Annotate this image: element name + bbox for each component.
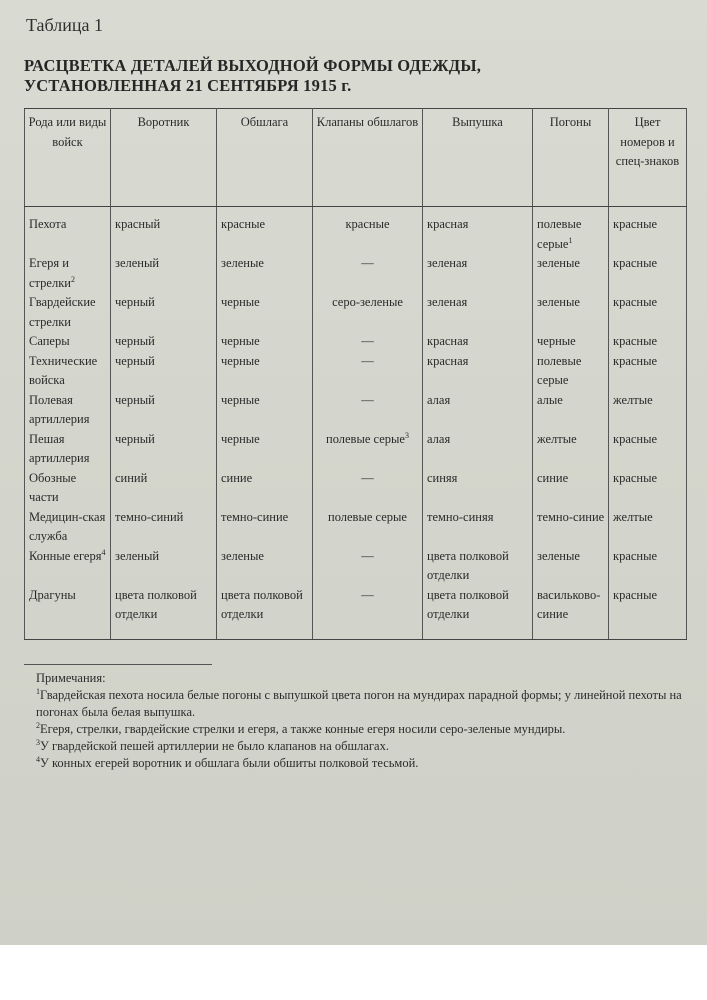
header-cell: Рода или виды войск	[25, 109, 111, 207]
cell-piping	[423, 586, 533, 640]
table-row	[25, 254, 687, 293]
table-row	[25, 469, 687, 508]
footnote-number: 1	[36, 686, 40, 696]
table-row	[25, 332, 687, 352]
cell-piping	[423, 547, 533, 586]
footnote-text: Егеря, стрелки, гвардейские стрелки и егеря, а также конные егеря носили серо-зеленые мундиры.	[40, 722, 566, 736]
cell-text: желтые	[613, 392, 653, 407]
cell-text: алая	[427, 431, 451, 446]
cell-text: красные	[613, 431, 658, 446]
table-row	[25, 352, 687, 391]
cell-text: красные	[613, 334, 658, 348]
cell-text: полевые серые	[537, 217, 582, 251]
cell-text: черные	[221, 392, 260, 407]
table-header-row	[25, 109, 687, 207]
footnote-ref: 4	[101, 547, 106, 557]
cell-cuffs	[217, 352, 313, 391]
cell-kind	[25, 469, 111, 508]
cell-marks	[609, 469, 687, 508]
cell-shoulder	[533, 352, 609, 391]
cell-text: красные	[613, 470, 658, 485]
cell-piping	[423, 391, 533, 430]
cell-text: алые	[537, 392, 563, 407]
footnote-text: У конных егерей воротник и обшлага были обшиты полковой тесьмой.	[40, 756, 419, 770]
cell-text: синяя	[427, 470, 458, 485]
cell-kind	[25, 254, 111, 293]
cell-text: —	[361, 392, 374, 407]
cell-flaps	[313, 430, 423, 469]
cell-collar	[111, 508, 217, 547]
cell-shoulder	[533, 254, 609, 293]
cell-kind	[25, 293, 111, 332]
cell-kind	[25, 547, 111, 586]
cell-cuffs	[217, 332, 313, 352]
cell-text: Полевая артиллерия	[29, 392, 90, 426]
header-cell: Воротник	[111, 109, 217, 207]
header-cell: Цвет номеров и спец-знаков	[609, 109, 687, 207]
cell-text: —	[361, 587, 374, 602]
cell-text: синие	[537, 470, 569, 485]
cell-text: цвета полковой отделки	[427, 548, 509, 582]
cell-text: Обозные части	[29, 470, 77, 504]
table-body	[25, 207, 687, 640]
cell-flaps	[313, 469, 423, 508]
cell-collar	[111, 332, 217, 352]
cell-text: Технические войска	[29, 353, 98, 387]
cell-shoulder	[533, 207, 609, 255]
cell-marks	[609, 586, 687, 640]
cell-cuffs	[217, 469, 313, 508]
cell-text: Конные егеря	[29, 548, 102, 563]
footnote-ref: 1	[568, 235, 573, 245]
cell-shoulder	[533, 547, 609, 586]
cell-shoulder	[533, 508, 609, 547]
cell-text: желтые	[537, 431, 577, 446]
footnote	[36, 738, 686, 755]
cell-cuffs	[217, 430, 313, 469]
cell-text: зеленые	[221, 548, 264, 563]
cell-text: красный	[115, 217, 161, 231]
cell-text: черный	[115, 392, 155, 407]
cell-text: красная	[427, 334, 469, 348]
cell-collar	[111, 430, 217, 469]
cell-text: черные	[537, 334, 576, 348]
cell-marks	[609, 207, 687, 255]
header-cell: Обшлага	[217, 109, 313, 207]
cell-text: темно-синяя	[427, 509, 494, 524]
footnote	[36, 755, 686, 772]
header-cell: Погоны	[533, 109, 609, 207]
cell-text: черные	[221, 353, 260, 368]
cell-text: цвета полковой отделки	[427, 587, 509, 621]
cell-collar	[111, 254, 217, 293]
cell-piping	[423, 508, 533, 547]
cell-text: красные	[345, 217, 390, 231]
cell-collar	[111, 586, 217, 640]
cell-marks	[609, 254, 687, 293]
header-cell: Клапаны обшлагов	[313, 109, 423, 207]
cell-text: Егеря и стрелки	[29, 256, 71, 290]
cell-flaps	[313, 254, 423, 293]
cell-marks	[609, 508, 687, 547]
cell-piping	[423, 430, 533, 469]
footnote	[36, 721, 686, 738]
cell-piping	[423, 332, 533, 352]
cell-text: красные	[613, 295, 658, 309]
cell-marks	[609, 547, 687, 586]
page-title	[24, 56, 684, 96]
cell-shoulder	[533, 586, 609, 640]
footnote	[36, 687, 686, 721]
cell-text: черный	[115, 431, 155, 446]
cell-text: темно-синий	[115, 509, 184, 524]
cell-collar	[111, 469, 217, 508]
table-row	[25, 430, 687, 469]
cell-flaps	[313, 352, 423, 391]
notes-list	[36, 687, 686, 772]
cell-marks	[609, 391, 687, 430]
cell-marks	[609, 430, 687, 469]
cell-kind	[25, 391, 111, 430]
cell-piping	[423, 293, 533, 332]
cell-cuffs	[217, 391, 313, 430]
cell-collar	[111, 352, 217, 391]
cell-flaps	[313, 391, 423, 430]
cell-text: красные	[613, 587, 658, 602]
cell-piping	[423, 254, 533, 293]
footnote-ref: 3	[404, 430, 409, 440]
cell-kind	[25, 508, 111, 547]
notes-divider	[24, 664, 212, 665]
cell-cuffs	[217, 586, 313, 640]
cell-text: зеленые	[221, 256, 264, 270]
cell-text: зеленый	[115, 548, 160, 563]
cell-text: синий	[115, 470, 148, 485]
cell-cuffs	[217, 293, 313, 332]
footnote-number: 3	[36, 737, 40, 747]
cell-text: цвета полковой отделки	[115, 587, 197, 621]
cell-text: полевые серые	[326, 431, 405, 446]
cell-text: красные	[613, 217, 658, 231]
cell-text: Пехота	[29, 217, 67, 231]
cell-text: синие	[221, 470, 253, 485]
cell-text: —	[361, 470, 374, 485]
table-row	[25, 207, 687, 255]
cell-text: зеленая	[427, 256, 468, 270]
notes-section	[36, 670, 686, 772]
cell-cuffs	[217, 508, 313, 547]
cell-kind	[25, 586, 111, 640]
table-row	[25, 586, 687, 640]
cell-text: черные	[221, 431, 260, 446]
title-line-2: УСТАНОВЛЕННАЯ 21 СЕНТЯБРЯ 1915 г.	[24, 76, 352, 95]
cell-text: —	[361, 353, 374, 368]
cell-shoulder	[533, 430, 609, 469]
table-row	[25, 547, 687, 586]
cell-text: черный	[115, 295, 155, 309]
cell-text: зеленая	[427, 295, 468, 309]
cell-marks	[609, 293, 687, 332]
cell-shoulder	[533, 293, 609, 332]
cell-text: желтые	[613, 509, 653, 524]
cell-text: —	[361, 548, 374, 563]
cell-collar	[111, 547, 217, 586]
cell-kind	[25, 352, 111, 391]
header-cell: Выпушка	[423, 109, 533, 207]
cell-flaps	[313, 586, 423, 640]
cell-text: полевые серые	[328, 509, 407, 524]
cell-kind	[25, 207, 111, 255]
table-row	[25, 293, 687, 332]
notes-heading: Примечания:	[36, 671, 106, 685]
cell-text: красная	[427, 353, 469, 368]
cell-flaps	[313, 508, 423, 547]
table-row	[25, 391, 687, 430]
cell-collar	[111, 293, 217, 332]
cell-cuffs	[217, 254, 313, 293]
cell-flaps	[313, 547, 423, 586]
cell-text: полевые серые	[537, 353, 582, 387]
cell-text: темно-синие	[537, 509, 605, 524]
cell-collar	[111, 391, 217, 430]
cell-text: серо-зеленые	[332, 295, 403, 309]
footnote-text: У гвардейской пешей артиллерии не было клапанов на обшлагах.	[40, 739, 389, 753]
cell-text: Гвардейские стрелки	[29, 295, 96, 329]
cell-flaps	[313, 293, 423, 332]
cell-text: Пешая артиллерия	[29, 431, 90, 465]
footnote-number: 2	[36, 720, 40, 730]
table-row	[25, 508, 687, 547]
cell-piping	[423, 469, 533, 508]
cell-text: цвета полковой отделки	[221, 587, 303, 621]
footnote-number: 4	[36, 754, 40, 764]
cell-text: красные	[613, 256, 658, 270]
cell-text: зеленый	[115, 256, 160, 270]
cell-text: —	[361, 256, 374, 270]
cell-kind	[25, 430, 111, 469]
cell-text: алая	[427, 392, 451, 407]
table-label: Таблица 1	[26, 15, 103, 35]
cell-cuffs	[217, 547, 313, 586]
cell-text: Драгуны	[29, 587, 76, 602]
cell-text: черные	[221, 334, 260, 348]
cell-text: красные	[613, 548, 658, 563]
cell-collar	[111, 207, 217, 255]
cell-text: зеленые	[537, 295, 580, 309]
footnote-text: Гвардейская пехота носила белые погоны с выпушкой цвета погон на мундирах парадной формы; у линейной пехоты на погонах была белая выпушка.	[36, 688, 682, 719]
cell-text: Саперы	[29, 334, 70, 348]
cell-piping	[423, 207, 533, 255]
cell-piping	[423, 352, 533, 391]
cell-text: темно-синие	[221, 509, 289, 524]
cell-shoulder	[533, 469, 609, 508]
cell-shoulder	[533, 391, 609, 430]
cell-text: Медицин-ская служба	[29, 509, 106, 543]
cell-text: васильково-синие	[537, 587, 601, 621]
cell-text: красные	[613, 353, 658, 368]
cell-text: черный	[115, 353, 155, 368]
cell-shoulder	[533, 332, 609, 352]
cell-flaps	[313, 332, 423, 352]
cell-text: красная	[427, 217, 469, 231]
cell-flaps	[313, 207, 423, 255]
cell-text: красные	[221, 217, 266, 231]
cell-text: —	[361, 334, 374, 348]
cell-text: черный	[115, 334, 155, 348]
cell-kind	[25, 332, 111, 352]
cell-text: зеленые	[537, 256, 580, 270]
title-line-1: РАСЦВЕТКА ДЕТАЛЕЙ ВЫХОДНОЙ ФОРМЫ ОДЕЖДЫ,	[24, 56, 482, 75]
cell-marks	[609, 332, 687, 352]
uniform-color-table	[24, 108, 687, 640]
cell-text: черные	[221, 295, 260, 309]
cell-marks	[609, 352, 687, 391]
footnote-ref: 2	[70, 274, 75, 284]
cell-cuffs	[217, 207, 313, 255]
cell-text: зеленые	[537, 548, 580, 563]
